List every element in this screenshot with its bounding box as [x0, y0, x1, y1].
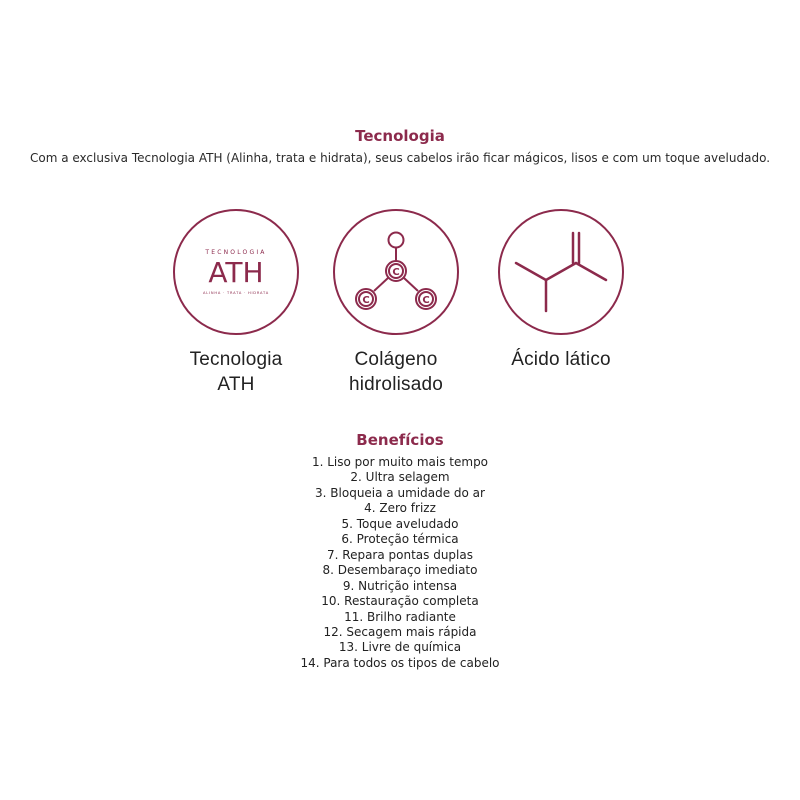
ath-logo-main-text: ATH [208, 256, 264, 289]
beneficio-item: 12. Secagem mais rápida [323, 624, 477, 639]
feature-label-line2: hidrolisado [348, 374, 444, 395]
feature-label [316, 347, 476, 397]
beneficio-item: 13. Livre de química [338, 640, 462, 655]
molecule-icon [331, 207, 461, 337]
beneficio-item: 11. Brilho radiante [344, 609, 456, 624]
beneficio-item: 4. Zero frizz [364, 501, 436, 516]
feature-label-line1: Tecnologia [189, 349, 283, 370]
beneficio-item: 3. Bloqueia a umidade do ar [315, 485, 485, 500]
tecnologia-description: Com a exclusiva Tecnologia ATH (Alinha, trata e hidrata), seus cabelos irão ficar mágicos, lisos e com um toque aveludado. [29, 151, 771, 165]
beneficio-item: 9. Nutrição intensa [342, 578, 458, 593]
feature-colageno-hidrolisado [316, 207, 476, 397]
feature-tecnologia-ath [156, 207, 316, 397]
beneficios-title: Benefícios [356, 431, 444, 449]
beneficio-item: 8. Desembaraço imediato [322, 563, 478, 578]
atom-label-left: C [362, 295, 370, 306]
beneficio-item: 6. Proteção térmica [341, 532, 459, 547]
feature-label [481, 347, 641, 372]
beneficio-item: 7. Repara pontas duplas [327, 547, 473, 562]
feature-label-line1: Colágeno [354, 349, 438, 370]
ath-logo-icon [171, 207, 301, 337]
feature-label-line1: Ácido lático [511, 349, 611, 370]
feature-acido-latico [481, 207, 641, 372]
beneficio-item: 2. Ultra selagem [350, 470, 450, 485]
beneficios-list [0, 455, 800, 671]
tecnologia-title: Tecnologia [355, 127, 445, 145]
atom-label-right: C [422, 295, 430, 306]
beneficio-item: 1. Liso por muito mais tempo [311, 455, 489, 469]
ath-logo-bottom-text: ALINHA · TRATA · HIDRATA [203, 291, 269, 295]
beneficio-item: 10. Restauração completa [321, 594, 479, 609]
chemical-structure-icon [496, 207, 626, 337]
beneficio-item: 5. Toque aveludado [341, 516, 459, 531]
beneficio-item: 14. Para todos os tipos de cabelo [300, 655, 500, 670]
feature-label-line2: ATH [217, 374, 255, 395]
feature-label [156, 347, 316, 397]
atom-label-center: C [392, 267, 400, 278]
ath-logo-top-text: TECNOLOGIA [205, 249, 267, 256]
